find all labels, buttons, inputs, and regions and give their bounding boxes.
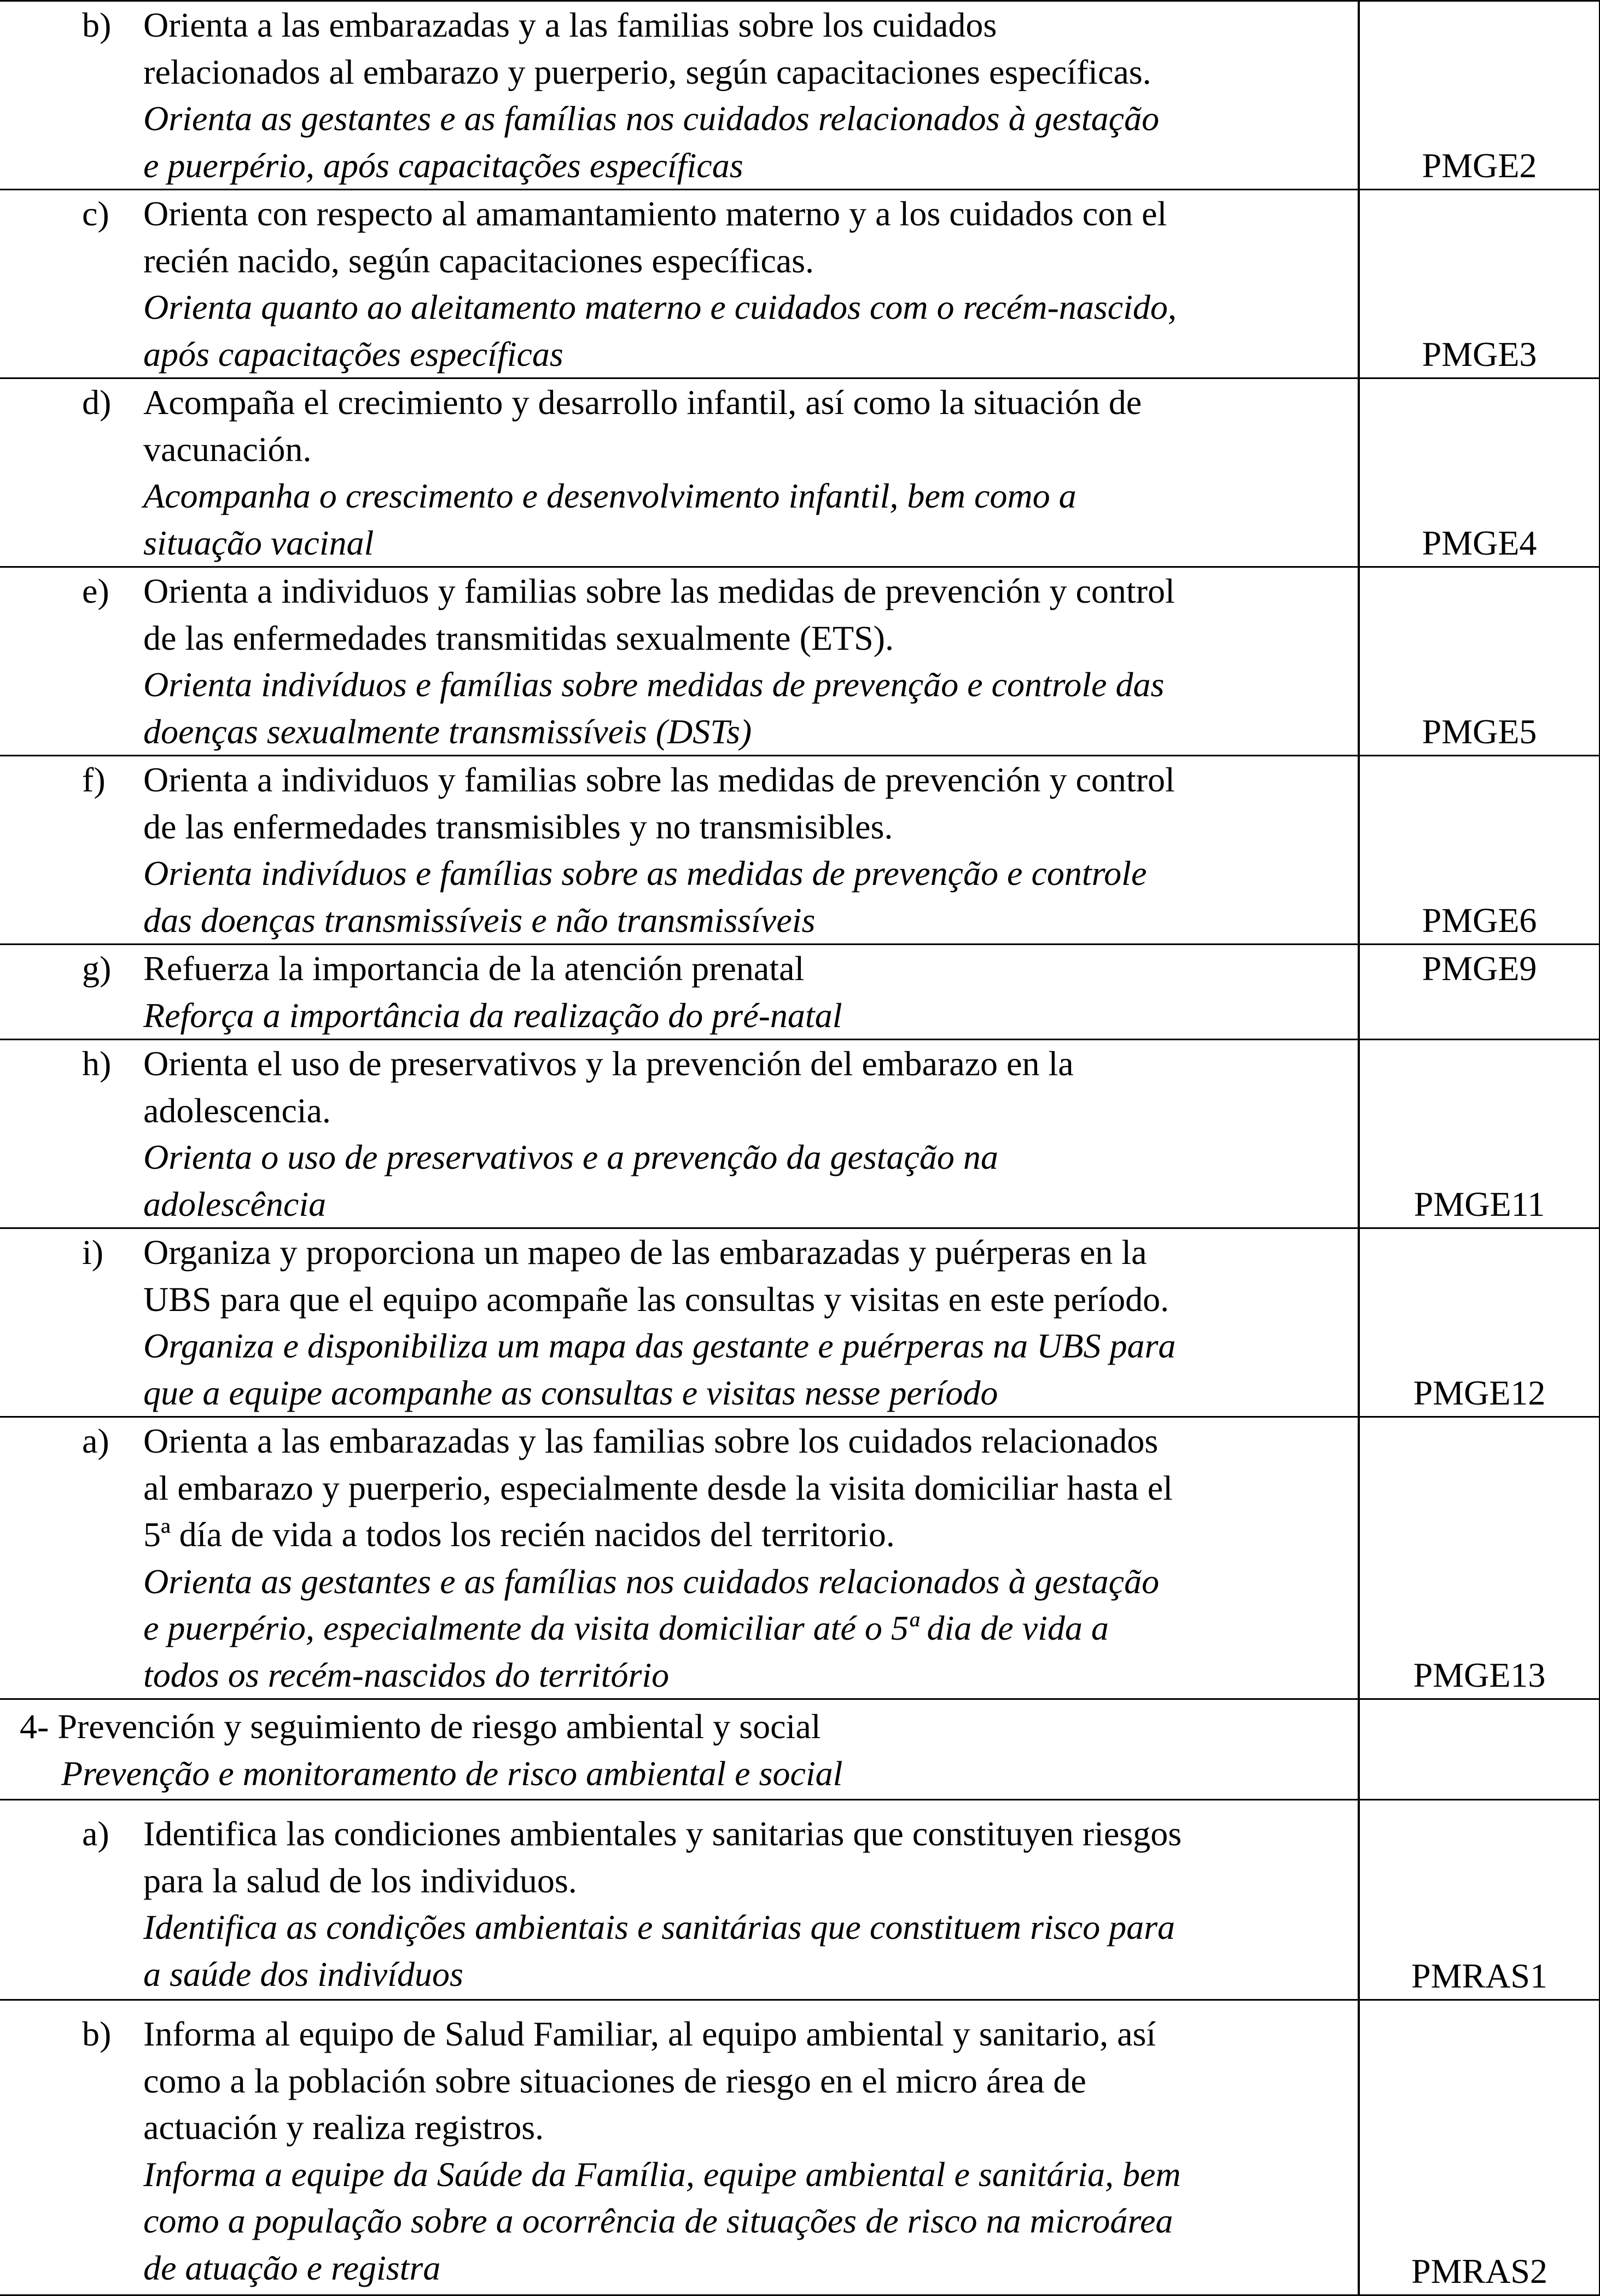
item-code: PMRAS1: [1411, 1956, 1547, 1995]
item-letter: a): [82, 1421, 109, 1460]
item-pt-line: Acompanha o crescimento e desenvolvimento infantil, bem como a: [143, 476, 1077, 515]
item-code-cell: [1359, 1228, 1600, 1417]
item-es-line: UBS para que el equipo acompañe las consultas y visitas en este período.: [143, 1279, 1170, 1319]
item-code-cell: [1359, 567, 1600, 756]
item-es-line: Orienta a individuos y familias sobre las medidas de prevención y control: [143, 760, 1175, 799]
item-es-line: para la salud de los individuos.: [143, 1861, 577, 1900]
item-letter: c): [82, 194, 109, 233]
section-title-es: 4- Prevención y seguimiento de riesgo ambiental y social: [20, 1707, 821, 1746]
item-text-cell: [0, 378, 1359, 567]
item-es-line: Orienta a individuos y familias sobre las medidas de prevención y control: [143, 572, 1175, 610]
item-es-line: Orienta a las embarazadas y a las familias sobre los cuidados: [143, 5, 997, 44]
item-pt-line: que a equipe acompanhe as consultas e visitas nesse período: [143, 1373, 998, 1412]
item-es-line: Orienta a las embarazadas y las familias sobre los cuidados relacionados: [143, 1421, 1159, 1460]
section-code-cell: [1359, 1699, 1600, 1800]
item-text-cell: [0, 756, 1359, 945]
table-row: [0, 190, 1600, 378]
table-row: [0, 756, 1600, 945]
item-letter: e): [82, 572, 109, 610]
item-pt-line: de atuação e registra: [143, 2248, 441, 2287]
item-text-cell: [0, 2000, 1359, 2295]
item-es-line: Organiza y proporciona un mapeo de las embarazadas y puérperas en la: [143, 1233, 1147, 1272]
item-letter: b): [82, 2014, 112, 2053]
item-code: PMGE12: [1413, 1373, 1546, 1412]
section-text-cell: [0, 1699, 1359, 1800]
item-code-cell: [1359, 2000, 1600, 2295]
item-es-line: Acompaña el crecimiento y desarrollo infantil, así como la situación de: [143, 383, 1142, 422]
item-text-cell: [0, 1228, 1359, 1417]
item-text-cell: [0, 1040, 1359, 1228]
table-row: [0, 945, 1600, 1040]
item-es-line: de las enfermedades transmitidas sexualmente (ETS).: [143, 618, 894, 657]
item-letter: h): [82, 1044, 112, 1083]
section-title-pt: Prevenção e monitoramento de risco ambiental e social: [61, 1753, 843, 1793]
item-text-cell: [0, 1800, 1359, 2000]
item-code-cell: [1359, 1, 1600, 190]
item-pt-line: adolescência: [143, 1184, 327, 1223]
item-pt-line: a saúde dos indivíduos: [143, 1954, 463, 1994]
item-code-cell: [1359, 378, 1600, 567]
item-pt-line: Orienta o uso de preservativos e a prevenção da gestação na: [143, 1138, 998, 1176]
table-row: [0, 1228, 1600, 1417]
item-es-line: 5ª día de vida a todos los recién nacidos del territorio.: [143, 1515, 895, 1554]
item-text-cell: [0, 567, 1359, 756]
item-code: PMGE2: [1422, 145, 1537, 185]
item-letter: g): [82, 949, 112, 988]
item-pt-line: situação vacinal: [143, 523, 374, 562]
item-code: PMGE4: [1422, 523, 1537, 562]
item-pt-line: como a população sobre a ocorrência de situações de risco na microárea: [143, 2201, 1173, 2240]
item-pt-line: doenças sexualmente transmissíveis (DSTs): [143, 712, 752, 751]
item-pt-line: Informa a equipe da Saúde da Família, equipe ambiental e sanitária, bem: [143, 2154, 1181, 2194]
item-code: PMGE5: [1422, 712, 1537, 751]
table-row: [0, 1800, 1600, 2000]
item-pt-line: e puerpério, especialmente da visita domiciliar até o 5ª dia de vida a: [143, 1609, 1109, 1647]
table-row: [0, 1, 1600, 190]
item-code-cell: [1359, 190, 1600, 378]
item-es-line: Orienta el uso de preservativos y la prevención del embarazo en la: [143, 1044, 1074, 1083]
item-code: PMGE13: [1413, 1655, 1546, 1694]
item-pt-line: Orienta quanto ao aleitamento materno e cuidados com o recém-nascido,: [143, 288, 1177, 327]
item-es-line: adolescencia.: [143, 1091, 331, 1130]
item-es-line: actuación y realiza registros.: [143, 2108, 544, 2147]
item-code-cell: [1359, 1800, 1600, 2000]
item-code: PMGE9: [1422, 949, 1537, 988]
item-es-line: al embarazo y puerperio, especialmente desde la visita domiciliar hasta el: [143, 1468, 1173, 1507]
item-pt-line: Orienta as gestantes e as famílias nos cuidados relacionados à gestação: [143, 99, 1160, 138]
item-pt-line: Orienta indivíduos e famílias sobre medidas de prevenção e controle das: [143, 665, 1165, 704]
item-pt-line: Identifica as condições ambientais e sanitárias que constituem risco para: [143, 1908, 1175, 1947]
item-code: PMRAS2: [1411, 2251, 1547, 2291]
item-text-cell: [0, 1, 1359, 190]
item-text-cell: [0, 945, 1359, 1040]
item-code: PMGE6: [1422, 900, 1537, 940]
item-pt-line: Orienta as gestantes e as famílias nos cuidados relacionados à gestação: [143, 1561, 1160, 1601]
item-pt-line: Reforça a importância da realização do pré-natal: [143, 995, 842, 1035]
item-es-line: Refuerza la importancia de la atención prenatal: [143, 949, 805, 988]
table-row: [0, 1417, 1600, 1699]
item-pt-line: todos os recém-nascidos do território: [143, 1655, 670, 1694]
item-letter: i): [82, 1233, 104, 1272]
item-letter: d): [82, 383, 112, 422]
item-code: PMGE3: [1422, 334, 1537, 374]
table-row: [0, 1040, 1600, 1228]
item-pt-line: das doenças transmissíveis e não transmissíveis: [143, 900, 816, 940]
item-code: PMGE11: [1413, 1184, 1545, 1223]
item-letter: b): [82, 5, 112, 44]
table-row: [0, 378, 1600, 567]
item-code-cell: [1359, 1040, 1600, 1228]
item-code-cell: [1359, 756, 1600, 945]
section-row: [0, 1699, 1600, 1800]
item-letter: a): [82, 1814, 109, 1853]
table-row: [0, 567, 1600, 756]
item-pt-line: após capacitações específicas: [143, 334, 563, 374]
item-es-line: recién nacido, según capacitaciones específicas.: [143, 241, 814, 280]
item-pt-line: e puerpério, após capacitações específicas: [143, 145, 743, 185]
item-es-line: Identifica las condiciones ambientales y sanitarias que constituyen riesgos: [143, 1814, 1182, 1853]
item-pt-line: Organiza e disponibiliza um mapa das gestante e puérperas na UBS para: [143, 1326, 1176, 1365]
item-es-line: Orienta con respecto al amamantamiento materno y a los cuidados con el: [143, 194, 1167, 233]
item-text-cell: [0, 190, 1359, 378]
item-es-line: Informa al equipo de Salud Familiar, al equipo ambiental y sanitario, así: [143, 2014, 1156, 2053]
item-es-line: vacunación.: [143, 429, 312, 469]
item-code-cell: [1359, 1417, 1600, 1699]
item-es-line: como a la población sobre situaciones de riesgo en el micro área de: [143, 2061, 1086, 2100]
item-code-cell: [1359, 945, 1600, 1040]
table-row: [0, 2000, 1600, 2295]
item-pt-line: Orienta indivíduos e famílias sobre as medidas de prevenção e controle: [143, 854, 1147, 893]
item-es-line: de las enfermedades transmisibles y no transmisibles.: [143, 807, 893, 846]
item-es-line: relacionados al embarazo y puerperio, según capacitaciones específicas.: [143, 52, 1151, 91]
item-text-cell: [0, 1417, 1359, 1699]
item-letter: f): [82, 760, 106, 799]
